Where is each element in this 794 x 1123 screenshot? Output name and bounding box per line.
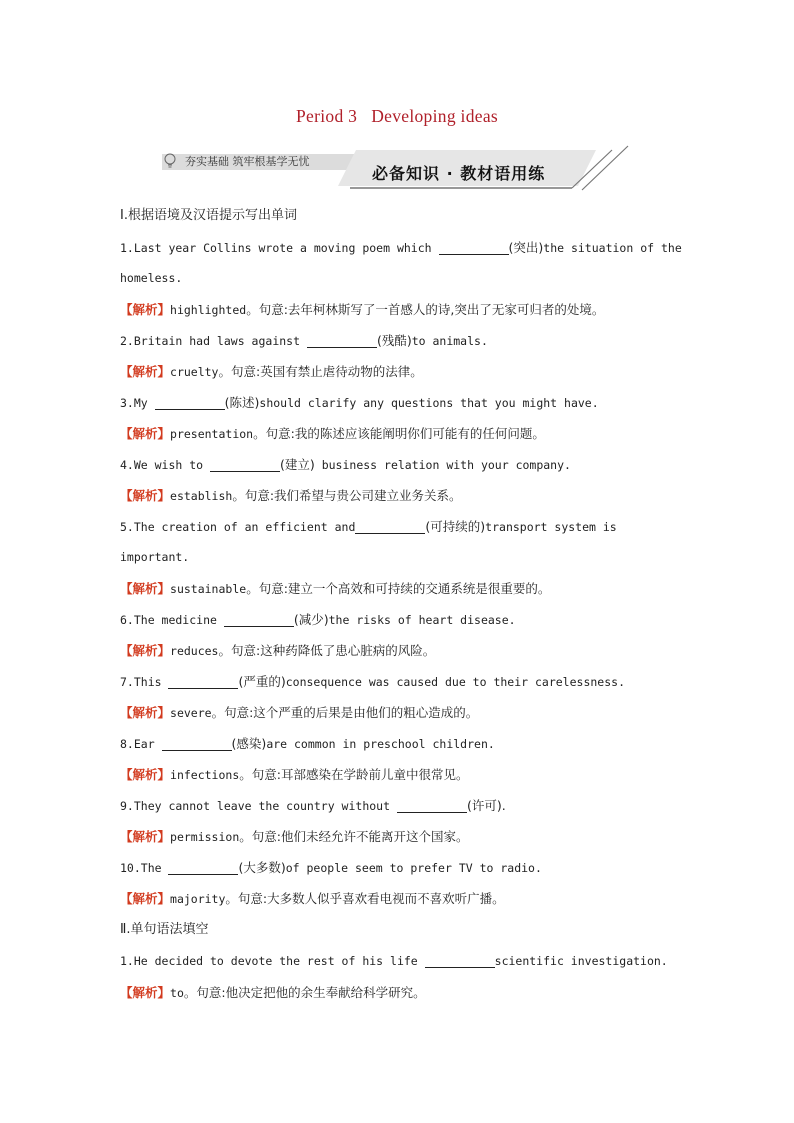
question-5: 5.The creation of an efficient and (可持续的)transport system is	[120, 519, 617, 534]
answer-blank	[425, 953, 495, 968]
answer-10: 【解析】majority。句意:大多数人似乎喜欢看电视而不喜欢听广播。	[120, 891, 505, 906]
answer-blank	[155, 395, 225, 410]
answer-blank	[224, 612, 294, 627]
question-2: 2.Britain had laws against (残酷)to animals.	[120, 333, 488, 348]
question-2-1: 1.He decided to devote the rest of his life scientific investigation.	[120, 954, 668, 968]
period-label: Period 3	[296, 106, 358, 126]
exercise-content	[120, 200, 680, 1008]
answer-blank	[210, 457, 280, 472]
topic-label: Developing ideas	[371, 106, 498, 126]
question-7: 7.This (严重的)consequence was caused due to their carelessness.	[120, 674, 625, 689]
answer-blank	[168, 860, 238, 875]
section-heading-2: Ⅱ.单句语法填空	[120, 922, 209, 937]
answer-blank	[355, 519, 425, 534]
answer-4: 【解析】establish。句意:我们希望与贵公司建立业务关系。	[120, 488, 462, 503]
answer-5: 【解析】sustainable。句意:建立一个高效和可持续的交通系统是很重要的。	[120, 581, 551, 596]
question-8: 8.Ear (感染)are common in preschool children.	[120, 736, 495, 751]
question-3: 3.My (陈述)should clarify any questions that you might have.	[120, 395, 599, 410]
answer-9: 【解析】permission。句意:他们未经允许不能离开这个国家。	[120, 829, 469, 844]
answer-2: 【解析】cruelty。句意:英国有禁止虐待动物的法律。	[120, 364, 423, 379]
question-1: 1.Last year Collins wrote a moving poem which (突出)the situation of the	[120, 240, 682, 255]
banner-left-text: 夯实基础 筑牢根基学无忧	[185, 155, 310, 168]
answer-3: 【解析】presentation。句意:我的陈述应该能阐明你们可能有的任何问题。	[120, 426, 545, 441]
answer-7: 【解析】severe。句意:这个严重的后果是由他们的粗心造成的。	[120, 705, 479, 720]
question-4: 4.We wish to (建立) business relation with your company.	[120, 457, 571, 472]
page-title	[0, 106, 794, 127]
answer-blank	[162, 736, 232, 751]
question-6: 6.The medicine (减少)the risks of heart disease.	[120, 612, 516, 627]
question-9: 9.They cannot leave the country without (许可).	[120, 798, 506, 813]
question-1-cont: homeless.	[120, 271, 183, 285]
answer-blank	[439, 240, 509, 255]
question-5-cont: important.	[120, 550, 190, 564]
answer-1: 【解析】highlighted。句意:去年柯林斯写了一首感人的诗,突出了无家可归者的处境。	[120, 302, 605, 317]
section-heading-1: Ⅰ.根据语境及汉语提示写出单词	[120, 208, 297, 223]
question-10: 10.The (大多数)of people seem to prefer TV to radio.	[120, 860, 542, 875]
banner-right-text: 必备知识 · 教材语用练	[372, 164, 546, 183]
answer-8: 【解析】infections。句意:耳部感染在学龄前儿童中很常见。	[120, 767, 469, 782]
answer-2-1: 【解析】to。句意:他决定把他的余生奉献给科学研究。	[120, 985, 426, 1000]
answer-blank	[168, 674, 238, 689]
answer-blank	[397, 798, 467, 813]
answer-6: 【解析】reduces。句意:这种药降低了患心脏病的风险。	[120, 643, 436, 658]
answer-blank	[307, 333, 377, 348]
